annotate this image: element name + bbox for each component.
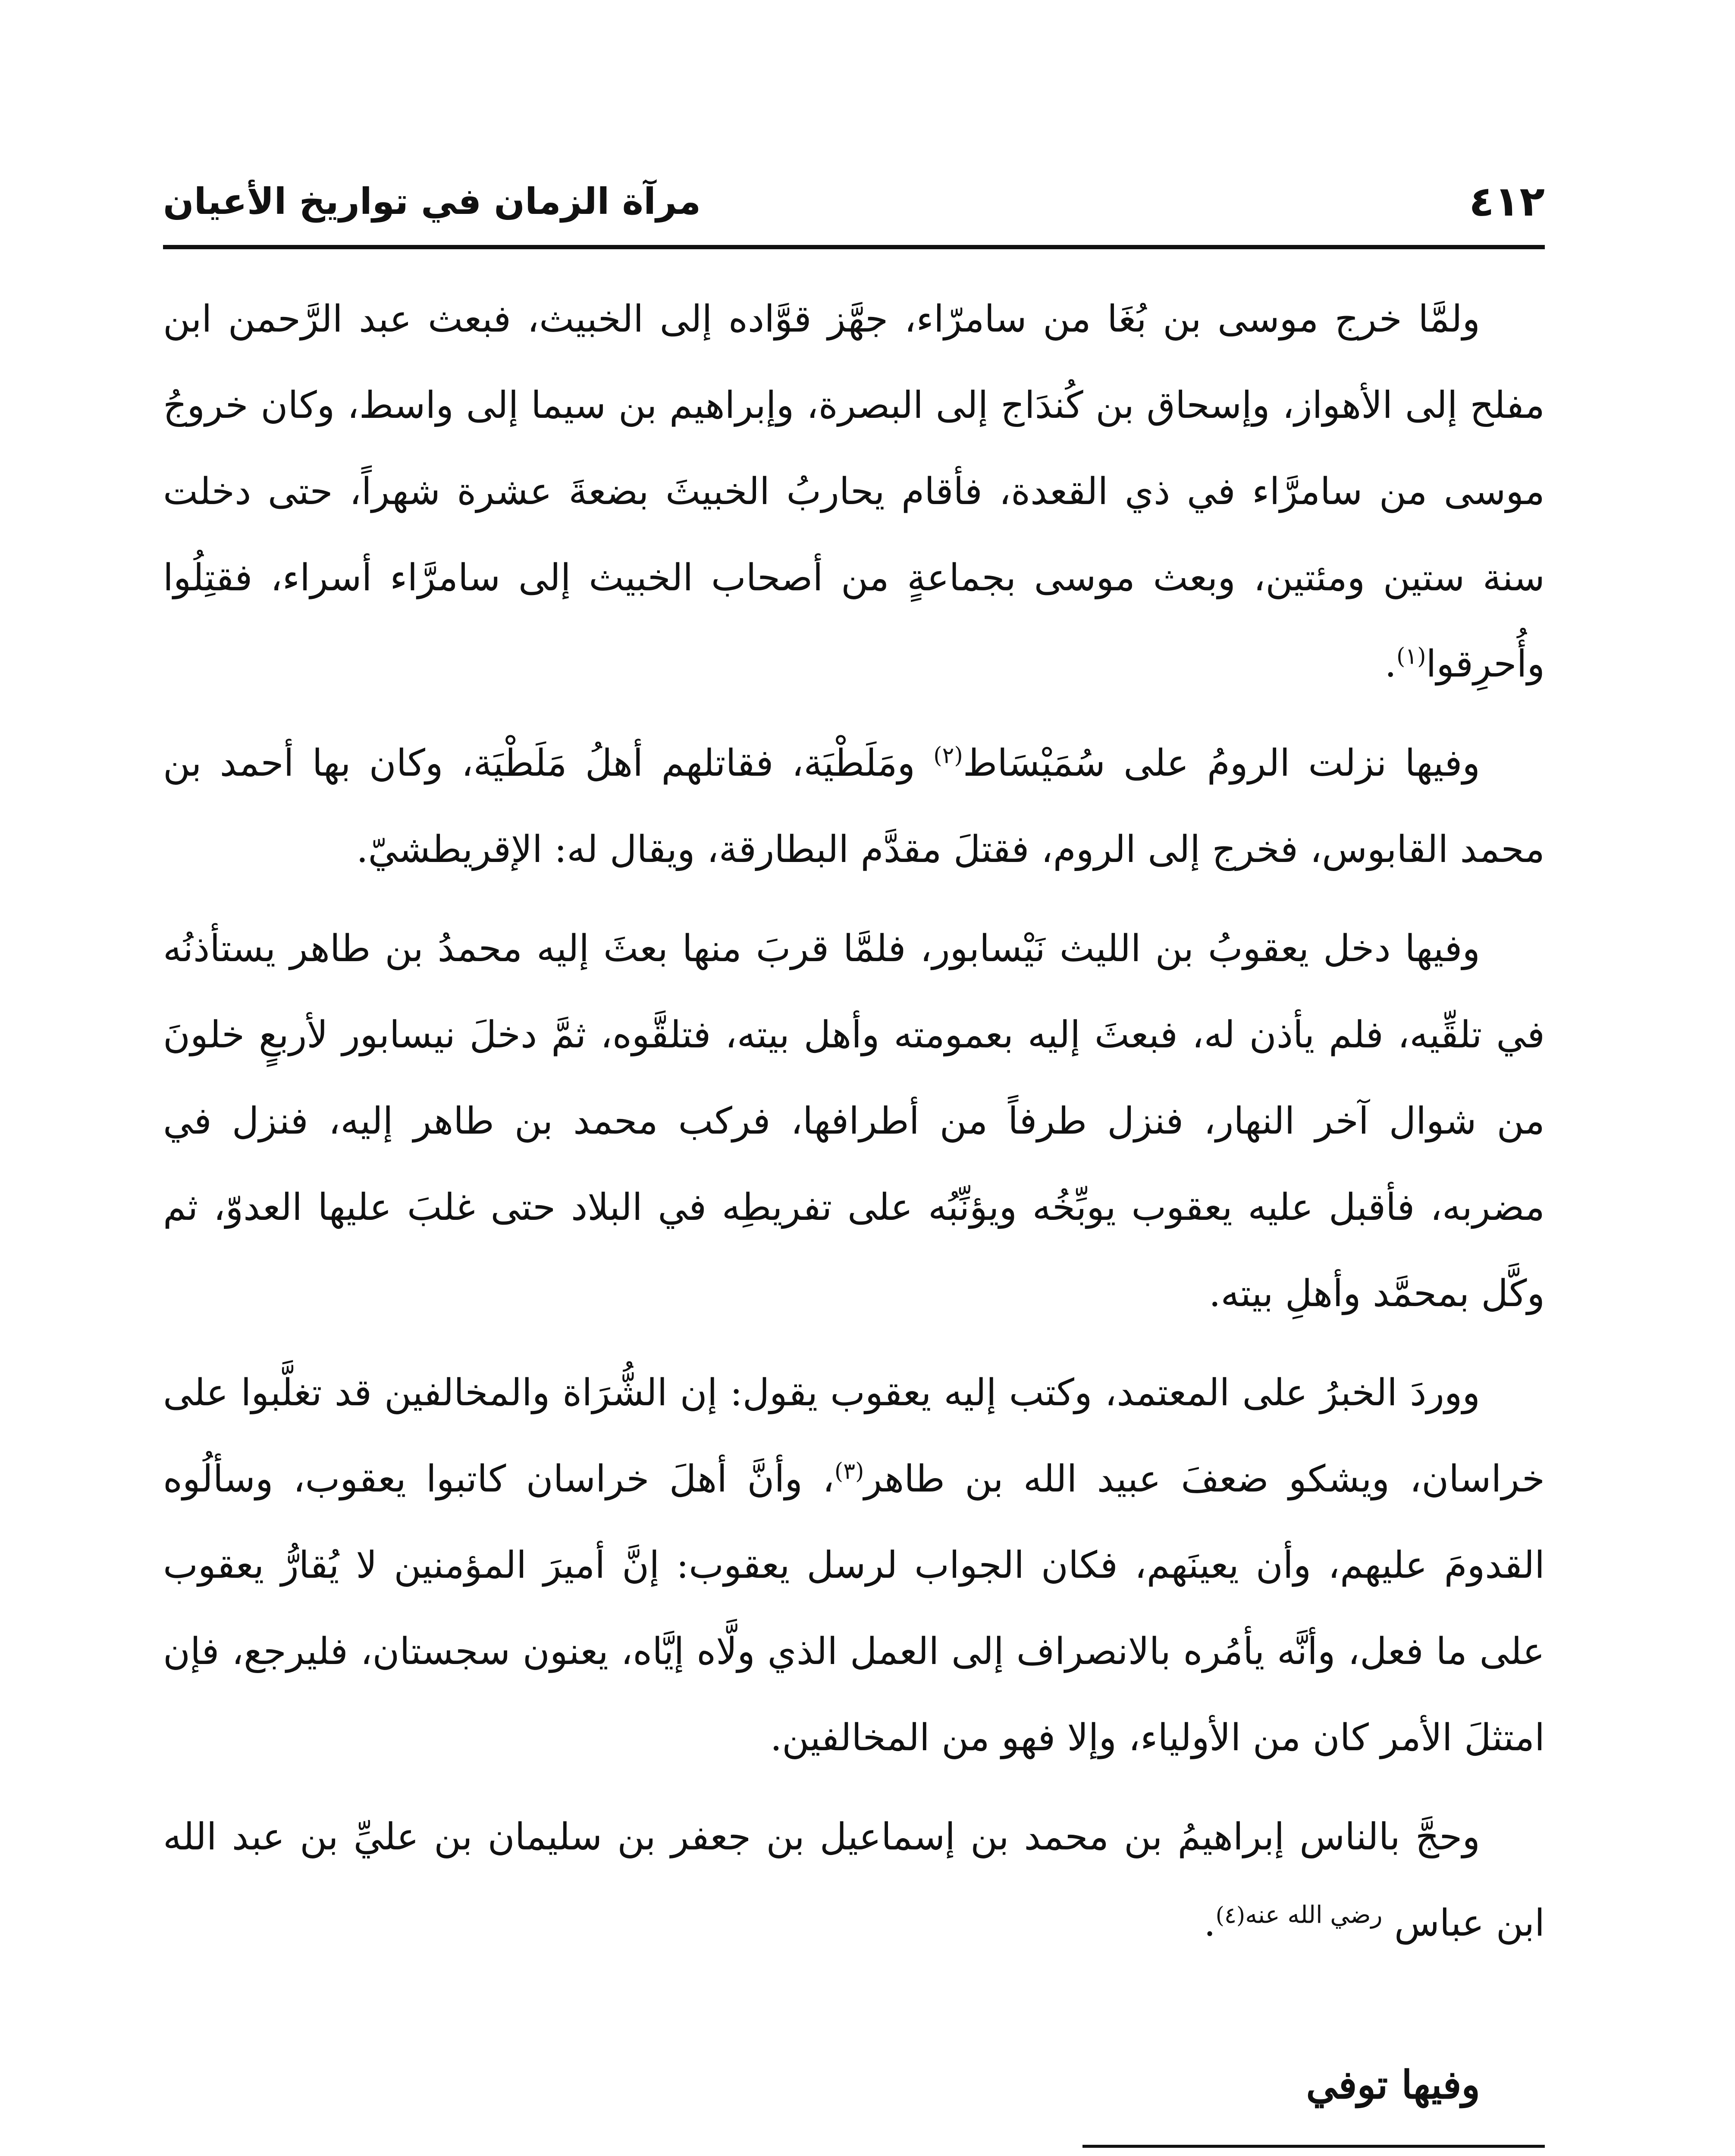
paragraph-text: ولمَّا خرج موسى بن بُغَا من سامرّاء، جهَّز قوَّاده إلى الخبيث، فبعث عبد الرَّحمن ابن مفلح إلى الأهواز، وإسحاق بن كُندَاج إلى البصرة، وإبراهيم بن سيما إلى واسط، وكان خروجُ موسى من سامرَّاء في ذي القعدة، فأقام يحاربُ الخبيثَ بضعةَ عشرة شهراً، حتى دخلت سنة ستين ومئتين، وبعث موسى بجماعةٍ من أصحاب الخبيث إلى سامرَّاء أسراء، فقتِلُوا وأُحرِقوا <box>163 298 1545 686</box>
paragraph-text-tail: ، وأنَّ أهلَ خراسان كاتبوا يعقوب، وسألُوه القدومَ عليهم، وأن يعينَهم، فكان الجواب لرسل يعقوب: إنَّ أميرَ المؤمنين لا يُقارُّ يعقوب على ما فعل، وأنَّه يأمُره بالانصراف إلى العمل الذي ولَّاه إيَّاه، يعنون سجستان، فليرجع، فإن امتثلَ الأمر كان من الأولياء، وإلا فهو من المخالفين. <box>163 1457 1545 1759</box>
paragraph <box>163 1794 1545 1966</box>
paragraph-text-tail: . <box>1204 1902 1216 1945</box>
paragraph-text: وفيها دخل يعقوبُ بن الليث نَيْسابور، فلمَّا قربَ منها بعثَ إليه محمدُ بن طاهر يستأذنُه في تلقِّيه، فلم يأذن له، فبعثَ إليه بعمومته وأهل بيته، فتلقَّوه، ثمَّ دخلَ نيسابور لأربعٍ خلونَ من شوال آخر النهار، فنزل طرفاً من أطرافها، فركب محمد بن طاهر إليه، فنزل في مضربه، فأقبل عليه يعقوب يوبِّخُه ويؤنِّبُه على تفريطِه في البلاد حتى غلبَ عليها العدوّ، ثم وكَّل بمحمَّد وأهلِ بيته. <box>163 927 1545 1315</box>
paragraph-text: وفيها نزلت الرومُ على سُمَيْسَاط <box>963 742 1480 785</box>
paragraph <box>163 720 1545 893</box>
footnote-ref: (٤) <box>1215 1902 1246 1929</box>
paragraph-text: وحجَّ بالناس إبراهيمُ بن محمد بن إسماعيل بن جعفر بن سليمان بن عليِّ بن عبد الله ابن عباس <box>163 1815 1545 1945</box>
footnote-rule <box>1082 2145 1545 2148</box>
paragraph-text: ووردَ الخبرُ على المعتمد، وكتب إليه يعقوب يقول: إن الشُّرَاة والمخالفين قد تغلَّبوا على خراسان، ويشكو ضعفَ عبيد الله بن طاهر <box>163 1371 1545 1501</box>
header-rule <box>163 245 1545 249</box>
page-number: ٤١٢ <box>1469 177 1545 226</box>
page-header <box>163 169 1545 247</box>
paragraph <box>163 1350 1545 1781</box>
running-title: مرآة الزمان في تواريخ الأعيان <box>163 180 701 222</box>
footnote-ref: (٣) <box>834 1458 864 1485</box>
paragraph <box>163 906 1545 1337</box>
section-heading: وفيها توفي <box>1306 2062 1480 2108</box>
footnote-ref: (٢) <box>933 743 963 769</box>
paragraph-text-tail: . <box>1384 642 1396 686</box>
footnote-ref: (١) <box>1396 643 1426 670</box>
paragraph <box>163 276 1545 707</box>
honorific-glyph: رضي الله عنه <box>1245 1901 1383 1929</box>
main-text <box>163 276 1545 1979</box>
paragraph-text-tail: ومَلَطْيَة، فقاتلهم أهلُ مَلَطْيَة، وكان بها أحمد بن محمد القابوس، فخرج إلى الروم، فقتلَ مقدَّم البطارقة، ويقال له: الإقريطشيّ. <box>163 742 1545 871</box>
